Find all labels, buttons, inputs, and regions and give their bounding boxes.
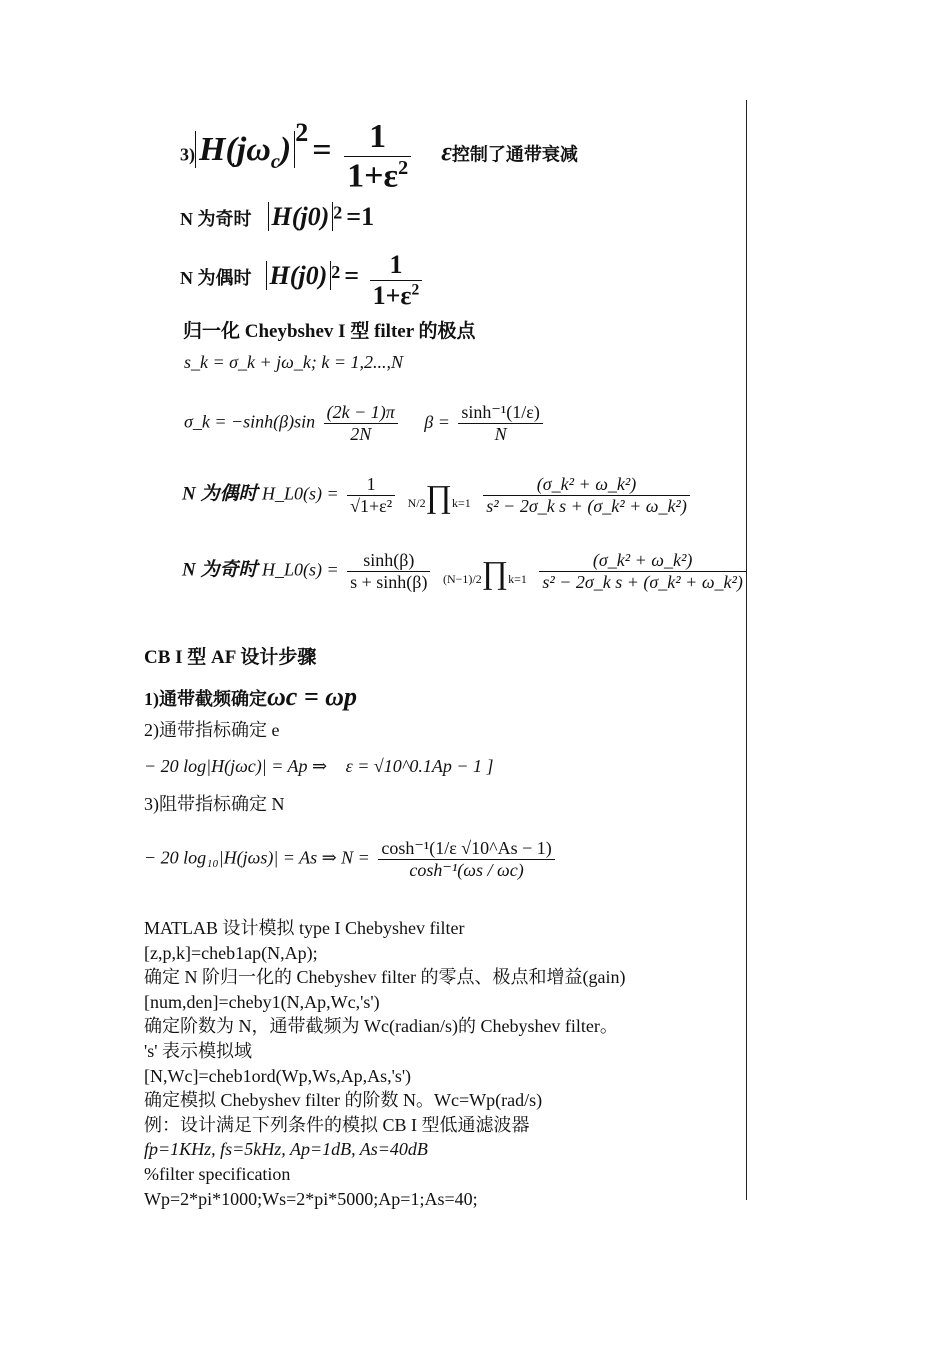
matlab-notes [144, 916, 625, 1211]
equation-hl0-even: N 为偶时 H_L0(s) = $\frac{1}{\text{√1+ε²}}$ N/2∏k=1 $\frac{\text{(σ\_k² + ω\_k²)}}{\text{s² − 2σ\_k s + (σ\_k² + ω\_k²)}}$ [182, 474, 694, 517]
text-line: 例：设计满足下列条件的模拟 CB I 型低通滤波器 [144, 1114, 530, 1135]
section-heading-steps: CB I 型 AF 设计步骤 [144, 647, 317, 668]
text-line: 确定 N 阶归一化的 Chebyshev filter 的零点、极点和增益(gain) [144, 967, 626, 988]
code-line: [z,p,k]=cheb1ap(N,Ap); [144, 942, 318, 963]
text-line: 确定模拟 Chebyshev filter 的阶数 N。Wc=Wp(rad/s) [144, 1090, 543, 1111]
code-line: Wp=2*pi*1000;Ws=2*pi*5000;Ap=1;As=40; [144, 1188, 478, 1209]
equation-n-odd: N 为奇时 H(j0) $^2$ =1 [180, 202, 375, 231]
section-heading-poles: 归一化 Cheybshev I 型 filter 的极点 [183, 321, 476, 342]
step-3: 3)阻带指标确定 N [144, 794, 285, 814]
code-line: [num,den]=cheby1(N,Ap,Wc,'s') [144, 991, 380, 1012]
text-line: MATLAB 设计模拟 type I Chebyshev filter [144, 918, 465, 938]
equation-hl0-odd: N 为奇时 H_L0(s) = $\frac{\sinh(\beta)}{s + \sinh(\beta)}$ (N−1)/2∏k=1 $\frac{\text{(σ\_k² + ω\_k²)}}{\text{s² − 2σ\_k s + (σ\_k² + ω\_k²)}}$ [182, 550, 750, 593]
equation-epsilon: − 20 log|H(jωc)| = Ap ⇒ ε = √10^0.1Ap − 1 ] [144, 756, 494, 776]
equation-sigma-beta: σ_k = −sinh(β)sin $\frac{(2k - 1)\pi}{2N}$ β = $\frac{\text{sinh⁻¹(1/ε)}}{N}$ [184, 402, 547, 445]
step-1: 1)通带截频确定ωc = ωp [144, 682, 357, 711]
text-line: fp=1KHz, fs=5kHz, Ap=1dB, As=40dB [144, 1139, 428, 1160]
text-line: 's' 表示模拟域 [144, 1040, 252, 1061]
text-line: 确定阶数为 N，通带截频为 Wc(radian/s)的 Chebyshev filter。 [144, 1016, 618, 1037]
equation-passband-edge: 3) $H(j\omega_c) ^2$ = $\frac{1}{1+\varepsilon^2}$ ε控制了通带衰减 [180, 118, 578, 195]
step-2: 2)通带指标确定 e [144, 720, 280, 740]
code-line: %filter specification [144, 1163, 291, 1184]
code-line: [N,Wc]=cheb1ord(Wp,Ws,Ap,As,'s') [144, 1065, 412, 1086]
equation-n-even: N 为偶时 H(j0) $^2$ = $\frac{1}{1+\varepsilon^2}$ [180, 250, 426, 311]
equation-sk: s_k = σ_k + jω_k; k = 1,2...,N [184, 352, 403, 372]
vertical-rule [746, 100, 747, 1200]
equation-order: − 20 log₁₀|H(jωs)| = As ⇒ N = $\frac{\text{cosh⁻¹(1/ε √10\textasciicircum{}As − 1)}}{\text{cosh⁻¹(ωs / ωc)}}$ [144, 838, 559, 881]
